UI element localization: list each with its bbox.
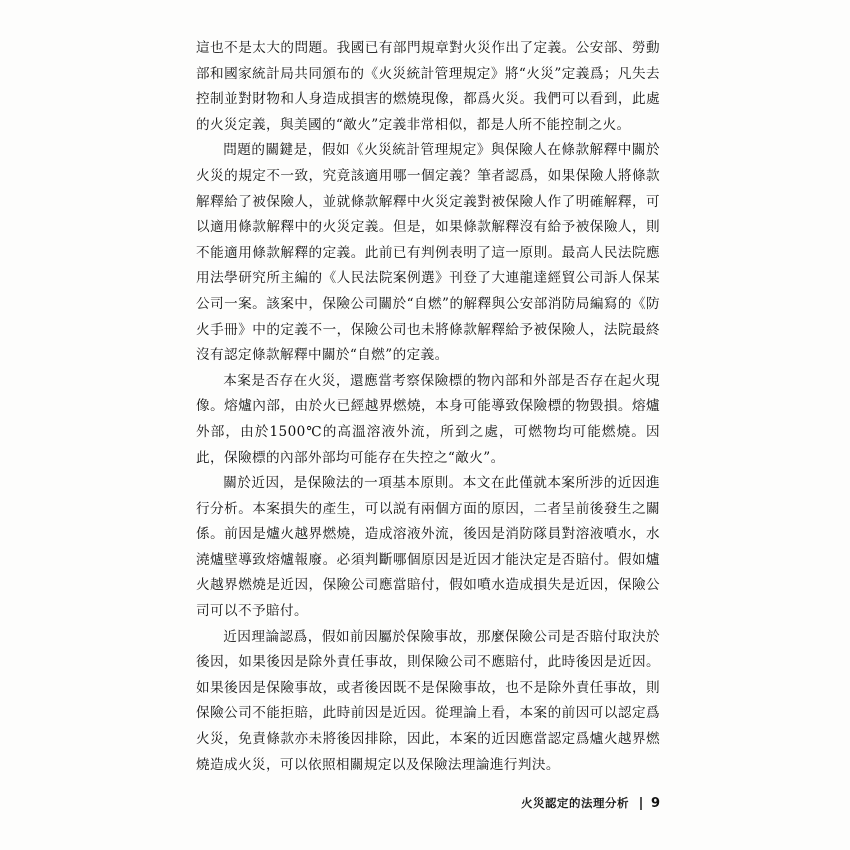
footer-divider [640,797,642,810]
paragraph: 關於近因，是保險法的一項基本原則。本文在此僅就本案所涉的近因進行分析。本案損失的產生，可以説有兩個方面的原因，二者呈前後發生之關係。前因是爐火越界燃燒，造成溶液外流，後因是消防隊員對溶液噴水，水澆爐壁導致熔爐報廢。必須判斷哪個原因是近因才能決定是否賠付。假如爐火越界燃燒是近因，保險公司應當賠付，假如噴水造成損失是近因，保險公司可以不予賠付。 [196,475,660,620]
page-text-block [196,36,660,816]
paragraph: 這也不是太大的問題。我國已有部門規章對火災作出了定義。公安部、勞動部和國家統計局共同頒布的《火災統計管理規定》將“火災”定義爲；凡失去控制並對財物和人身造成損害的燃燒現像，都爲火災。我們可以看到，此處的火災定義，與美國的“敵火”定義非常相似，都是人所不能控制之火。 [196,40,660,133]
running-title: 火災認定的法理分析 [520,796,629,810]
body-text [196,36,660,778]
paragraph: 問題的關鍵是，假如《火災統計管理規定》與保險人在條款解釋中關於火災的規定不一致，究竟該適用哪一個定義？筆者認爲，如果保險人將條款解釋給了被保險人，並就條款解釋中火災定義對被保險人作了明確解釋，可以適用條款解釋中的火災定義。但是，如果條款解釋沒有給予被保險人，則不能適用條款解釋的定義。此前已有判例表明了這一原則。最高人民法院應用法學研究所主編的《人民法院案例選》刊登了大連龍達經貿公司訴人保某公司一案。該案中，保險公司關於“自燃”的解釋與公安部消防局編寫的《防火手冊》中的定義不一，保險公司也未將條款解釋給予被保險人，法院最終沒有認定條款解釋中關於“自燃”的定義。 [196,142,660,364]
page-footer [196,795,660,811]
page-number: 9 [650,795,660,811]
paragraph: 近因理論認爲，假如前因屬於保險事故，那麼保險公司是否賠付取決於後因，如果後因是除外責任事故，則保險公司不應賠付，此時後因是近因。如果後因是保險事故，或者後因既不是保險事故，也不是除外責任事故，則保險公司不能拒賠，此時前因是近因。從理論上看，本案的前因可以認定爲火災，免責條款亦未將後因排除，因此，本案的近因應當認定爲爐火越界燃燒造成火災，可以依照相關規定以及保險法理論進行判決。 [196,628,660,773]
paragraph: 本案是否存在火災，還應當考察保險標的物內部和外部是否存在起火現像。熔爐內部，由於火已經越界燃燒，本身可能導致保險標的物毀損。熔爐外部，由於1500℃的高溫溶液外流，所到之處，可燃物均可能燃燒。因此，保險標的內部外部均可能存在失控之“敵火”。 [196,372,660,466]
